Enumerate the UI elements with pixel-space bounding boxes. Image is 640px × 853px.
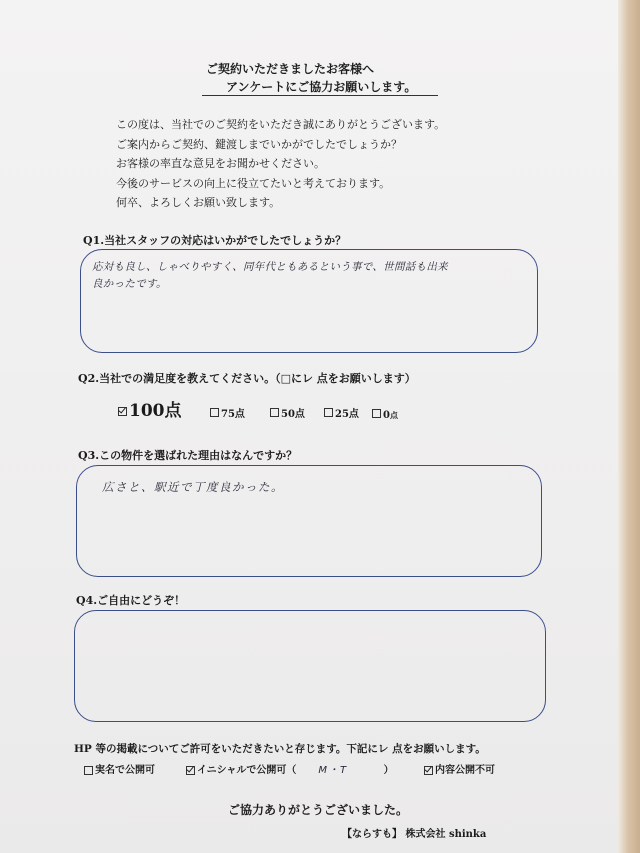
q1-answer-line1: 応対も良し、しゃべりやすく、同年代ともあるという事で、世間話も出来 xyxy=(92,261,448,273)
intro-line: お客様の率直な意見をお聞かせください。 xyxy=(116,157,325,170)
perm-real-name[interactable] xyxy=(84,761,155,776)
score-option-75[interactable] xyxy=(210,402,245,421)
perm-real-name-label: 実名で公開可 xyxy=(95,765,155,776)
perm-content-private-label: 内容公開不可 xyxy=(435,765,495,776)
company-name: 【ならすも】 株式会社 shinka xyxy=(342,829,487,840)
intro-text xyxy=(116,115,445,213)
checkbox-icon[interactable] xyxy=(84,766,93,775)
desk-background xyxy=(618,0,640,853)
q3-label: Q3.この物件を選ばれた理由はなんですか？ xyxy=(78,449,298,462)
intro-line: 今後のサービスの向上に役立てたいと考えております。 xyxy=(116,176,391,190)
q3-answer: 広さと、駅近で丁度良かった。 xyxy=(102,480,284,494)
q4-label: Q4.ご自由にどうぞ！ xyxy=(76,594,186,607)
q2-label: Q2.当社での満足度を教えてください。（□にレ 点をお願いします） xyxy=(78,372,416,385)
perm-initials-label: イニシャルで公開可（ xyxy=(197,765,297,776)
score-value: 50 xyxy=(281,409,295,420)
checkbox-icon[interactable] xyxy=(324,408,333,417)
score-option-50[interactable] xyxy=(270,402,305,421)
checkbox-icon[interactable] xyxy=(270,408,279,417)
perm-initials-close: ） xyxy=(383,765,394,776)
score-value: 75 xyxy=(221,409,235,420)
q4-answer-box[interactable] xyxy=(74,610,546,722)
header-underline xyxy=(202,95,438,96)
checkbox-icon[interactable] xyxy=(372,409,381,418)
checkbox-checked-icon[interactable] xyxy=(424,766,433,775)
q1-label: Q1.当社スタッフの対応はいかがでしたでしょうか？ xyxy=(83,234,347,247)
score-value: 100 xyxy=(129,401,165,421)
score-unit: 点 xyxy=(234,409,245,420)
score-value: 0 xyxy=(383,410,390,421)
q1-answer-line2: 良かったです。 xyxy=(92,278,167,290)
score-option-100[interactable] xyxy=(118,396,182,421)
score-unit: 点 xyxy=(389,410,398,420)
header-title-line1: ご契約いただきましたお客様へ xyxy=(206,62,375,76)
score-value: 25 xyxy=(335,409,349,420)
checkbox-checked-icon[interactable] xyxy=(186,766,195,775)
perm-initials[interactable] xyxy=(186,761,394,776)
publication-request: HP 等の掲載についてご許可をいただきたいと存じます。下記にレ 点をお願いします。 xyxy=(74,743,486,755)
score-option-0[interactable] xyxy=(372,403,398,422)
checkbox-icon[interactable] xyxy=(210,408,219,417)
score-option-25[interactable] xyxy=(324,402,359,421)
intro-line: この度は、当社でのご契約をいただき誠にありがとうございます。 xyxy=(116,118,446,131)
intro-line: 何卒、よろしくお願い致します。 xyxy=(116,196,281,209)
score-unit: 点 xyxy=(164,401,182,421)
perm-content-private[interactable] xyxy=(424,761,495,776)
score-unit: 点 xyxy=(348,409,359,420)
thanks-message: ご協力ありがとうございました。 xyxy=(228,803,409,817)
checkbox-checked-icon[interactable] xyxy=(118,407,127,416)
intro-line: ご案内からご契約、鍵渡しまでいかがでしたでしょうか？ xyxy=(116,137,402,151)
header-title-line2: アンケートにご協力お願いします。 xyxy=(226,80,417,94)
score-unit: 点 xyxy=(294,409,305,420)
perm-initials-value[interactable]: M・T xyxy=(318,765,348,776)
